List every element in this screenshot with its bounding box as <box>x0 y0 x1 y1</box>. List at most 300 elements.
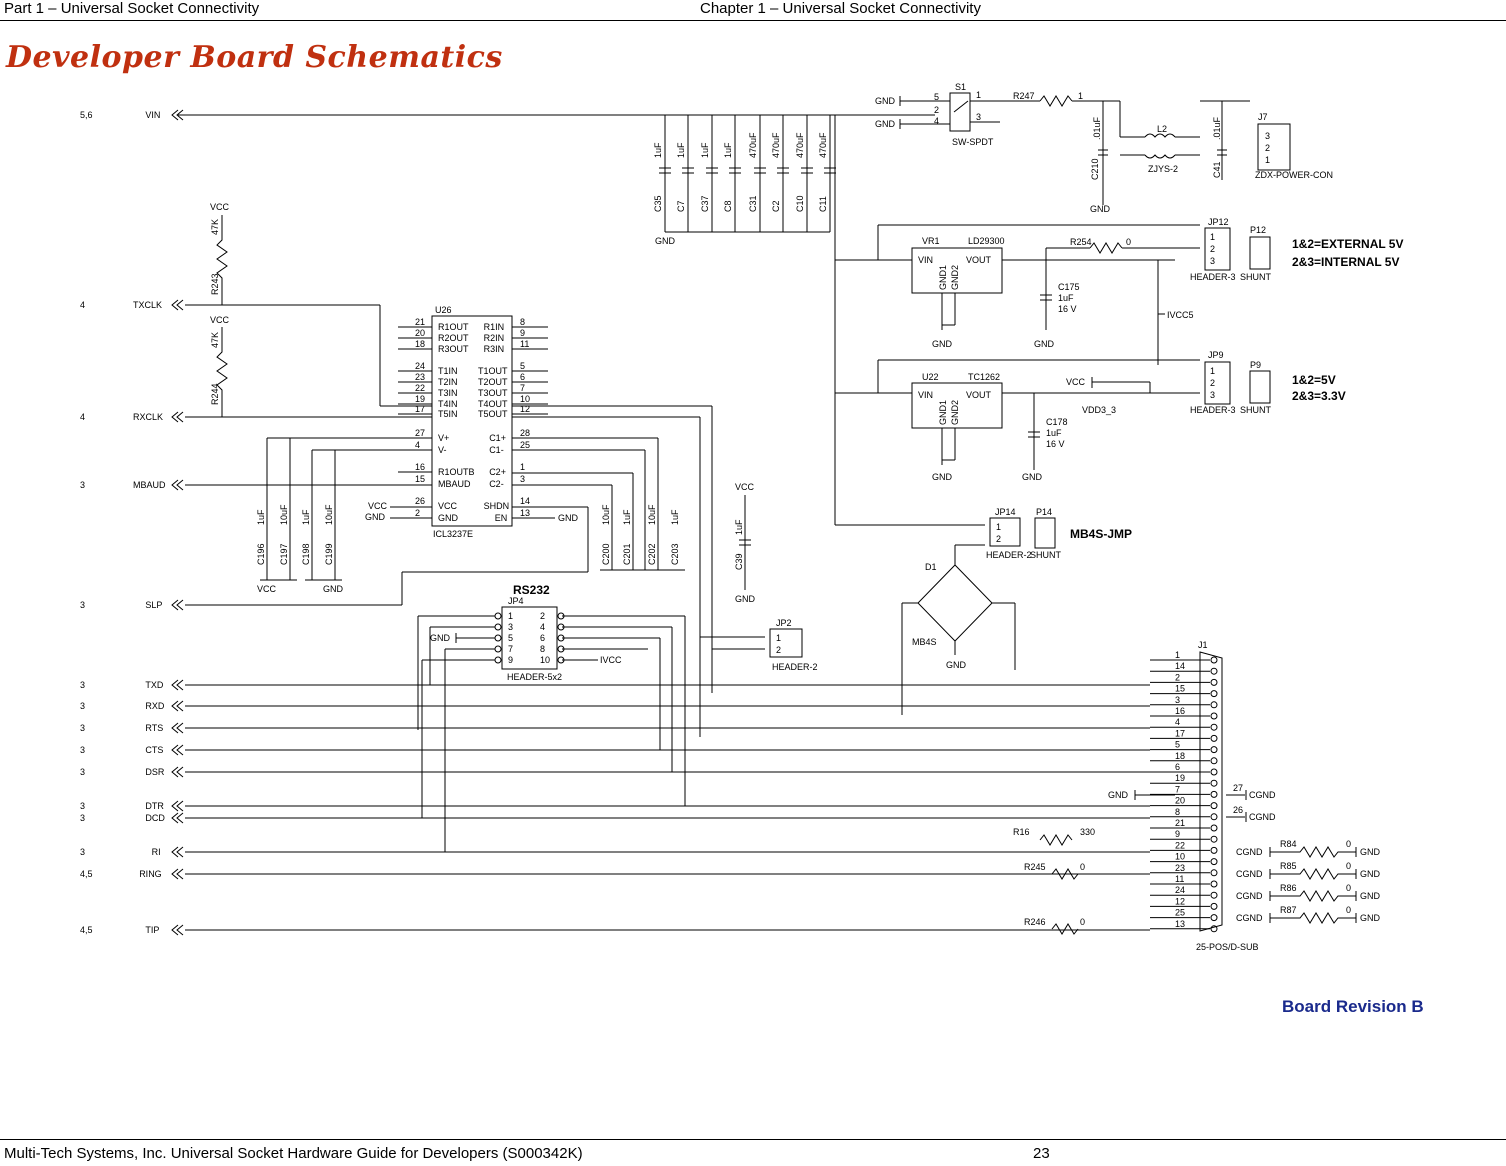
j1-pin-number: 11 <box>1175 874 1185 884</box>
c196-label: C196 <box>256 543 266 565</box>
j1-pin-number: 2 <box>1175 672 1181 683</box>
c39-label: C39 <box>734 553 744 570</box>
u26-pin-name: R1IN <box>483 322 505 332</box>
c175-label: C175 <box>1058 282 1080 292</box>
note-jp12-a: 1&2=EXTERNAL 5V <box>1292 237 1404 251</box>
port-arrow <box>177 745 183 755</box>
gnd-label: GND <box>1360 847 1380 857</box>
u26-pin-name: SHDN <box>483 501 510 511</box>
r254-value: 0 <box>1126 237 1132 247</box>
vcc-c39: VCC <box>735 482 755 492</box>
u26-pin-number: 19 <box>415 394 426 404</box>
r245-value: 0 <box>1080 862 1086 872</box>
u22-vin: VIN <box>918 390 934 400</box>
gnd-jp4: GND <box>430 633 450 643</box>
c198-value: 1uF <box>301 509 311 525</box>
u26-pin-number: 24 <box>415 361 426 371</box>
vr1-part: LD29300 <box>968 236 1005 246</box>
p9-label: P9 <box>1250 360 1262 370</box>
j1-part: 25-POS/D-SUB <box>1196 942 1259 952</box>
j1-pin <box>1211 758 1217 764</box>
j1-pin <box>1211 713 1217 719</box>
l2-label: L2 <box>1157 124 1168 134</box>
ivcc-jp4: IVCC <box>600 655 622 665</box>
signal-label: SLP <box>145 600 163 610</box>
u26-pin-name: V+ <box>438 433 450 443</box>
signal-number: 3 <box>80 480 86 490</box>
j1-pin-number: 16 <box>1175 706 1186 716</box>
jp4-pin <box>495 646 501 652</box>
signal-number: 4 <box>80 300 86 310</box>
c200-value: 10uF <box>601 504 611 525</box>
j1-pin <box>1211 780 1217 786</box>
c203-value: 1uF <box>670 509 680 525</box>
j7-label: J7 <box>1258 112 1268 122</box>
u26-pin-name: C2+ <box>489 467 506 477</box>
c198-label: C198 <box>301 543 311 565</box>
u26-pin-number: 13 <box>520 508 531 518</box>
svg-text:3: 3 <box>1210 390 1216 400</box>
signal-number: 3 <box>80 680 86 690</box>
u26-pin-name: T3IN <box>438 388 458 398</box>
port-arrow <box>177 869 183 879</box>
vr1-gnd2: GND2 <box>950 264 960 290</box>
jp4-label: JP4 <box>508 596 524 606</box>
cgnd-27: CGND <box>1249 790 1276 800</box>
header-part: Part 1 – Universal Socket Connectivity <box>4 0 260 17</box>
j1-pin <box>1211 803 1217 809</box>
signal-number: 4,5 <box>80 925 93 935</box>
port-arrow <box>177 925 183 935</box>
j1-pin <box>1211 724 1217 730</box>
u26-pin-number: 16 <box>415 462 426 472</box>
cap-ref: C2 <box>771 200 781 212</box>
cgnd-resistor-ref: R87 <box>1280 905 1297 915</box>
pin26-label: 26 <box>1233 805 1244 815</box>
u26-pin-name: T3OUT <box>478 388 508 398</box>
j1-pin-number: 4 <box>1175 717 1181 728</box>
cap-value: 470uF <box>748 132 758 158</box>
vcc-caps: VCC <box>257 584 277 594</box>
u26-pin-name: T2IN <box>438 377 458 387</box>
port-arrow <box>177 701 183 711</box>
u26-pin-number: 2 <box>415 508 421 518</box>
u26-pin-number: 1 <box>520 462 526 472</box>
j1-pin-number: 1 <box>1175 650 1181 660</box>
gnd-c210: GND <box>1090 204 1110 214</box>
u26-pin-name: T4OUT <box>478 399 508 409</box>
u26-pin-name: T1OUT <box>478 366 508 376</box>
u26-pin-number: 27 <box>415 428 426 438</box>
cap-ref: C37 <box>700 195 710 212</box>
j1-pin-number: 22 <box>1175 840 1186 851</box>
j1-pin <box>1211 859 1217 865</box>
u26-pin-name: V- <box>438 445 447 455</box>
u26-pin-name: R1OUTB <box>438 467 475 477</box>
signal-label: DSR <box>145 767 165 777</box>
port-arrow <box>177 300 183 310</box>
signal-label: TXCLK <box>133 300 163 310</box>
u26-pin-name: R2OUT <box>438 333 469 343</box>
j1-pin-number: 5 <box>1175 739 1181 750</box>
svg-text:5: 5 <box>934 92 940 102</box>
j1-pin-number: 18 <box>1175 750 1186 761</box>
gnd-label: GND <box>1360 913 1380 923</box>
signal-label: DTR <box>145 801 164 811</box>
j1-label: J1 <box>1198 640 1208 650</box>
j1-pin <box>1211 668 1217 674</box>
jp4-pin-number: 5 <box>508 633 514 643</box>
vcc-r243: VCC <box>210 202 230 212</box>
jp14-part: HEADER-2 <box>986 550 1032 560</box>
port-arrow <box>177 480 183 490</box>
u26-label: U26 <box>435 305 452 315</box>
port-arrow <box>177 600 183 610</box>
u26-pin-number: 28 <box>520 428 531 438</box>
p12-part: SHUNT <box>1240 272 1271 282</box>
svg-text:1: 1 <box>776 633 782 643</box>
j1-pin <box>1211 915 1217 921</box>
j1-pin <box>1211 881 1217 887</box>
c202-label: C202 <box>647 543 657 565</box>
gnd-caps: GND <box>323 584 343 594</box>
j1-pin-number: 6 <box>1175 762 1181 772</box>
port-arrow <box>177 767 183 777</box>
r244-label: R244 <box>210 383 220 405</box>
u26-pin-number: 23 <box>415 372 426 382</box>
signal-label: VIN <box>145 110 161 120</box>
c203-label: C203 <box>670 543 680 565</box>
note-jp9-b: 2&3=3.3V <box>1292 389 1346 403</box>
gnd-d1: GND <box>946 660 966 670</box>
u26-pin-name: T5IN <box>438 409 458 419</box>
cap-ref: C31 <box>748 195 758 212</box>
u26-pin-name: EN <box>494 513 508 523</box>
j1-pin <box>1211 735 1217 741</box>
u26-pin-number: 10 <box>520 394 531 404</box>
j1-pin-number: 17 <box>1175 728 1186 739</box>
jp4-pin-number: 8 <box>540 644 546 654</box>
cap-value: 1uF <box>723 142 733 158</box>
u26-pin-number: 7 <box>520 383 526 393</box>
svg-text:1: 1 <box>976 90 982 100</box>
page-number: 23 <box>1033 1145 1050 1162</box>
vcc-u22: VCC <box>1066 377 1086 387</box>
svg-text:2: 2 <box>1210 244 1216 254</box>
ivcc5-label: IVCC5 <box>1167 310 1194 320</box>
svg-text:1: 1 <box>1265 155 1271 165</box>
c202-value: 10uF <box>647 504 657 525</box>
cgnd-26: CGND <box>1249 812 1276 822</box>
cgnd-resistor-value: 0 <box>1346 839 1352 849</box>
u26-pin-name: C1- <box>489 445 504 455</box>
r16-label: R16 <box>1013 827 1030 837</box>
port-arrow <box>177 813 183 823</box>
j1-pin <box>1211 847 1217 853</box>
jp4-pin <box>495 613 501 619</box>
j1-pin-number: 25 <box>1175 907 1186 918</box>
j1-pin-number: 8 <box>1175 806 1181 817</box>
r243-value: 47K <box>210 218 220 235</box>
signal-label: TXD <box>145 680 164 690</box>
r245-label: R245 <box>1024 862 1046 872</box>
page-footer <box>0 1139 1506 1166</box>
u26-pin-name: R1OUT <box>438 322 469 332</box>
signal-number: 4,5 <box>80 869 93 879</box>
gnd-u22: GND <box>932 472 952 482</box>
u26-pin-number: 18 <box>415 339 426 349</box>
r244-value: 47K <box>210 331 220 348</box>
u26-pin-name: MBAUD <box>438 479 471 489</box>
s1-label: S1 <box>955 82 967 92</box>
j1-pin-number: 7 <box>1175 784 1181 795</box>
signal-label: TIP <box>145 925 160 935</box>
vr1-gnd1: GND1 <box>938 264 948 290</box>
d1-part: MB4S <box>912 637 937 647</box>
jp4-pin <box>495 657 501 663</box>
cap-value: 470uF <box>795 132 805 158</box>
c200-label: C200 <box>601 543 611 565</box>
gnd-vr1: GND <box>932 339 952 349</box>
cap-ref: C35 <box>653 195 663 212</box>
u26-pin-number: 11 <box>520 339 530 349</box>
u26-pin-number: 15 <box>415 474 426 484</box>
u26-pin-name: R2IN <box>483 333 505 343</box>
c175-value: 1uF <box>1058 293 1074 303</box>
u22-gnd2: GND2 <box>950 399 960 425</box>
j1-pin-number: 3 <box>1175 694 1181 705</box>
gnd-c178: GND <box>1022 472 1042 482</box>
u26-pin-number: 14 <box>520 496 531 506</box>
u26-pin-number: 25 <box>520 440 531 450</box>
j1-pin <box>1211 825 1217 831</box>
gnd-c39: GND <box>735 594 755 604</box>
c178-volt: 16 V <box>1046 439 1065 449</box>
gnd-c175: GND <box>1034 339 1054 349</box>
cgnd-label: CGND <box>1236 869 1263 879</box>
u26-pin-number: 9 <box>520 328 526 338</box>
signal-number: 3 <box>80 847 86 857</box>
p9-part: SHUNT <box>1240 405 1271 415</box>
signal-number: 5,6 <box>80 110 93 120</box>
jp4-part: HEADER-5x2 <box>507 672 563 682</box>
schematic-diagram <box>0 70 1506 990</box>
jp9-label: JP9 <box>1208 350 1224 360</box>
u26-pin-number: 8 <box>520 317 526 327</box>
p14-label: P14 <box>1036 507 1053 517</box>
j1-pin-number: 14 <box>1175 661 1186 672</box>
cgnd-resistor-ref: R86 <box>1280 883 1297 893</box>
svg-text:4: 4 <box>934 116 940 126</box>
svg-text:2: 2 <box>1265 143 1271 153</box>
r16-value: 330 <box>1080 827 1096 837</box>
c210-value: .01uF <box>1092 116 1102 140</box>
u26-pin-number: 6 <box>520 372 526 382</box>
signal-label: MBAUD <box>133 480 166 490</box>
svg-text:1: 1 <box>1210 366 1216 376</box>
page-title: Developer Board Schematics <box>6 40 503 75</box>
j1-pin <box>1211 691 1217 697</box>
cgnd-label: CGND <box>1236 891 1263 901</box>
r246-label: R246 <box>1024 917 1046 927</box>
signal-label: RI <box>151 847 161 857</box>
u26-pin-number: 3 <box>520 474 526 484</box>
vr1-vout: VOUT <box>966 255 992 265</box>
board-revision: Board Revision B <box>1282 997 1424 1016</box>
j1-pin <box>1211 814 1217 820</box>
c210-label: C210 <box>1090 158 1100 180</box>
c39-value: 1uF <box>734 519 744 535</box>
u26-pin-name: R3OUT <box>438 344 469 354</box>
signal-label: DCD <box>145 813 165 823</box>
s1-gnd-b: GND <box>875 119 895 129</box>
j1-pin-number: 13 <box>1175 918 1186 929</box>
j1-pin-number: 23 <box>1175 862 1186 873</box>
jp4-pin-number: 3 <box>508 622 514 632</box>
u26-pin-name: T1IN <box>438 366 458 376</box>
j1-pin-number: 19 <box>1175 773 1186 784</box>
u26-pin-number: 4 <box>415 440 421 450</box>
port-arrow <box>177 412 183 422</box>
port-arrow <box>177 723 183 733</box>
signal-number: 3 <box>80 745 86 755</box>
footer-doc-title: Multi-Tech Systems, Inc. Universal Socket Hardware Guide for Developers (S000342K) <box>4 1145 583 1162</box>
jp4-pin <box>495 635 501 641</box>
signal-number: 3 <box>80 767 86 777</box>
j1-pin <box>1211 702 1217 708</box>
note-jp12-b: 2&3=INTERNAL 5V <box>1292 255 1400 269</box>
j1-pin <box>1211 903 1217 909</box>
j1-pin-number: 12 <box>1175 896 1186 907</box>
cap-value: 1uF <box>676 142 686 158</box>
cap-value: 1uF <box>653 142 663 158</box>
j1-pin-number: 20 <box>1175 795 1186 806</box>
svg-text:2: 2 <box>934 105 940 115</box>
u26-pin-name: T2OUT <box>478 377 508 387</box>
cgnd-resistor-value: 0 <box>1346 883 1352 893</box>
jp14-label: JP14 <box>995 507 1016 517</box>
jp4-pin <box>495 624 501 630</box>
svg-text:2: 2 <box>996 534 1002 544</box>
u22-vout: VOUT <box>966 390 992 400</box>
u26-pin-name: T5OUT <box>478 409 508 419</box>
j1-pin-number: 24 <box>1175 885 1186 896</box>
u26-pin-number: 20 <box>415 328 426 338</box>
signal-label: CTS <box>145 745 164 755</box>
cap-ref: C11 <box>818 196 828 212</box>
vr1-vin: VIN <box>918 255 934 265</box>
signal-number: 3 <box>80 723 86 733</box>
header-chapter: Chapter 1 – Universal Socket Connectivity <box>700 0 981 17</box>
jp2-part: HEADER-2 <box>772 662 818 672</box>
jp4-pin-number: 7 <box>508 644 514 654</box>
cap-ref: C7 <box>676 200 686 212</box>
jp4-pin-number: 1 <box>508 611 514 621</box>
l2-part: ZJYS-2 <box>1148 164 1179 174</box>
j1-pin <box>1211 836 1217 842</box>
signal-number: 3 <box>80 801 86 811</box>
j1-pin <box>1211 679 1217 685</box>
c197-value: 10uF <box>279 504 289 525</box>
vcc-r244: VCC <box>210 315 230 325</box>
signal-number: 3 <box>80 701 86 711</box>
u26-pin-name: VCC <box>438 501 458 511</box>
j1-pin <box>1211 769 1217 775</box>
jp9-part: HEADER-3 <box>1190 405 1236 415</box>
j1-pin-number: 21 <box>1175 818 1186 828</box>
r246-value: 0 <box>1080 917 1086 927</box>
signal-label: RXD <box>145 701 165 711</box>
signal-label: RXCLK <box>133 412 164 422</box>
rs232-label: RS232 <box>513 583 550 597</box>
j1-pin <box>1211 870 1217 876</box>
u26-pin-number: 22 <box>415 383 426 393</box>
svg-text:3: 3 <box>1210 256 1216 266</box>
svg-text:2: 2 <box>1210 378 1216 388</box>
c196-value: 1uF <box>256 509 266 525</box>
svg-text:1: 1 <box>1210 232 1216 242</box>
j1-pin <box>1211 657 1217 663</box>
r247-label: R247 <box>1013 91 1035 101</box>
r243-label: R243 <box>210 273 220 295</box>
gnd-u26: GND <box>365 512 385 522</box>
u26-pin-name: C2- <box>489 479 504 489</box>
gnd-j1: GND <box>1108 790 1128 800</box>
cgnd-resistor-ref: R84 <box>1280 839 1297 849</box>
c199-label: C199 <box>324 543 334 565</box>
cap-value: 470uF <box>818 132 828 158</box>
gnd-label: GND <box>655 236 675 246</box>
cap-ref: C10 <box>795 195 805 212</box>
cgnd-resistor-value: 0 <box>1346 905 1352 915</box>
d1-label: D1 <box>925 562 937 572</box>
vcc-u26: VCC <box>368 501 388 511</box>
c199-value: 10uF <box>324 504 334 525</box>
j1-pin-number: 15 <box>1175 683 1186 694</box>
jp4-pin-number: 2 <box>540 611 546 621</box>
cgnd-label: CGND <box>1236 847 1263 857</box>
vr1-label: VR1 <box>922 236 940 246</box>
u22-part: TC1262 <box>968 372 1001 382</box>
u22-gnd1: GND1 <box>938 399 948 425</box>
j1-pin <box>1211 892 1217 898</box>
s1-part: SW-SPDT <box>952 137 994 147</box>
cap-value: 1uF <box>700 142 710 158</box>
c41-label: C41 <box>1212 161 1222 178</box>
u26-pin-name: T4IN <box>438 399 458 409</box>
signal-number: 3 <box>80 813 86 823</box>
cgnd-label: CGND <box>1236 913 1263 923</box>
gnd-en: GND <box>558 513 578 523</box>
jp4-pin-number: 4 <box>540 622 546 632</box>
svg-text:1: 1 <box>996 522 1002 532</box>
j1-pin <box>1211 791 1217 797</box>
cap-value: 470uF <box>771 132 781 158</box>
cgnd-resistor-ref: R85 <box>1280 861 1297 871</box>
port-arrow <box>177 680 183 690</box>
cgnd-resistor-value: 0 <box>1346 861 1352 871</box>
gnd-label: GND <box>1360 869 1380 879</box>
jp4-pin-number: 9 <box>508 655 514 665</box>
jp12-part: HEADER-3 <box>1190 272 1236 282</box>
svg-text:2: 2 <box>776 645 782 655</box>
j1-pin-number: 9 <box>1175 829 1181 840</box>
jp4-pin-number: 10 <box>540 655 551 665</box>
pin27-label: 27 <box>1233 783 1244 793</box>
signal-number: 4 <box>80 412 86 422</box>
jp12-label: JP12 <box>1208 217 1229 227</box>
u26-pin-name: GND <box>438 513 458 523</box>
